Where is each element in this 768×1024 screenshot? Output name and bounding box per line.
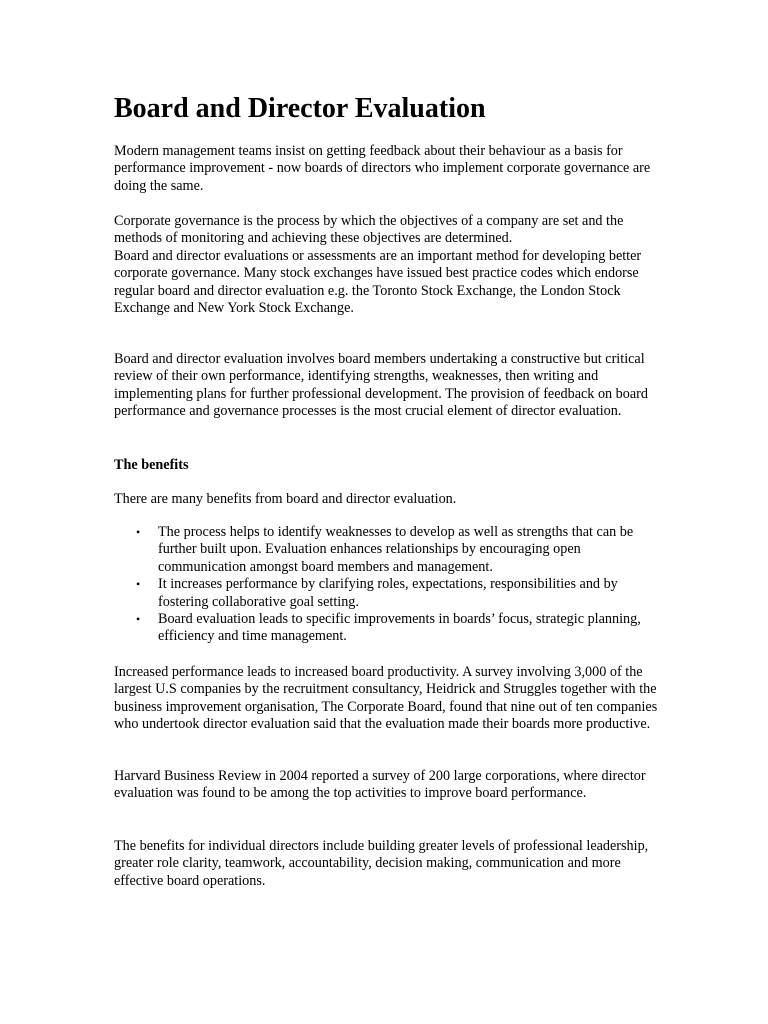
bullet-icon: • <box>136 612 141 627</box>
individual-benefits-paragraph: The benefits for individual directors include building greater levels of professional leadership, greater role clarity, teamwork, accountability, decision making, communication and more effective board operations. <box>114 838 649 889</box>
evaluation-method-paragraph: Board and director evaluations or assessments are an important method for developing better corporate governance. Many stock exchanges have issued best practice codes which endorse regular board and director evaluation e.g. the Toronto Stock Exchange, the London Stock Exchange and New York Stock Exchange. <box>114 248 642 317</box>
benefits-list <box>114 524 662 646</box>
evaluation-description-paragraph: Board and director evaluation involves board members undertaking a constructive but critical review of their own performance, identifying strengths, weaknesses, then writing and implementing plans for further professional development. The provision of feedback on board performance and governance processes is the most crucial element of director evaluation. <box>114 351 648 420</box>
list-item <box>114 611 662 646</box>
list-item-text: Board evaluation leads to specific improvements in boards’ focus, strategic planning, efficiency and time management. <box>158 611 641 645</box>
harvard-survey-paragraph: Harvard Business Review in 2004 reported a survey of 200 large corporations, where director evaluation was found to be among the top activities to improve board performance. <box>114 768 646 802</box>
list-item-text: The process helps to identify weaknesses to develop as well as strengths that can be further built upon. Evaluation enhances relationships by encouraging open communication amongst board members and management. <box>158 524 634 575</box>
benefits-heading: The benefits <box>114 457 189 473</box>
list-item <box>114 576 662 611</box>
benefits-intro: There are many benefits from board and director evaluation. <box>114 491 457 507</box>
document-title: Board and Director Evaluation <box>114 93 486 124</box>
list-item <box>114 524 662 576</box>
productivity-paragraph: Increased performance leads to increased board productivity. A survey involving 3,000 of the largest U.S companies by the recruitment consultancy, Heidrick and Struggles together with the business improvement organisation, The Corporate Board, found that nine out of ten companies who undertook director evaluation said that the evaluation made their boards more productive. <box>114 664 658 733</box>
bullet-icon: • <box>136 525 141 539</box>
bullet-icon: • <box>136 577 141 592</box>
intro-paragraph: Modern management teams insist on getting feedback about their behaviour as a basis for performance improvement - now boards of directors who implement corporate governance are doing the same. <box>114 143 651 194</box>
list-item-text: It increases performance by clarifying roles, expectations, responsibilities and by fostering collaborative goal setting. <box>158 576 618 610</box>
governance-definition-paragraph: Corporate governance is the process by which the objectives of a company are set and the methods of monitoring and achieving these objectives are determined. <box>114 213 624 247</box>
